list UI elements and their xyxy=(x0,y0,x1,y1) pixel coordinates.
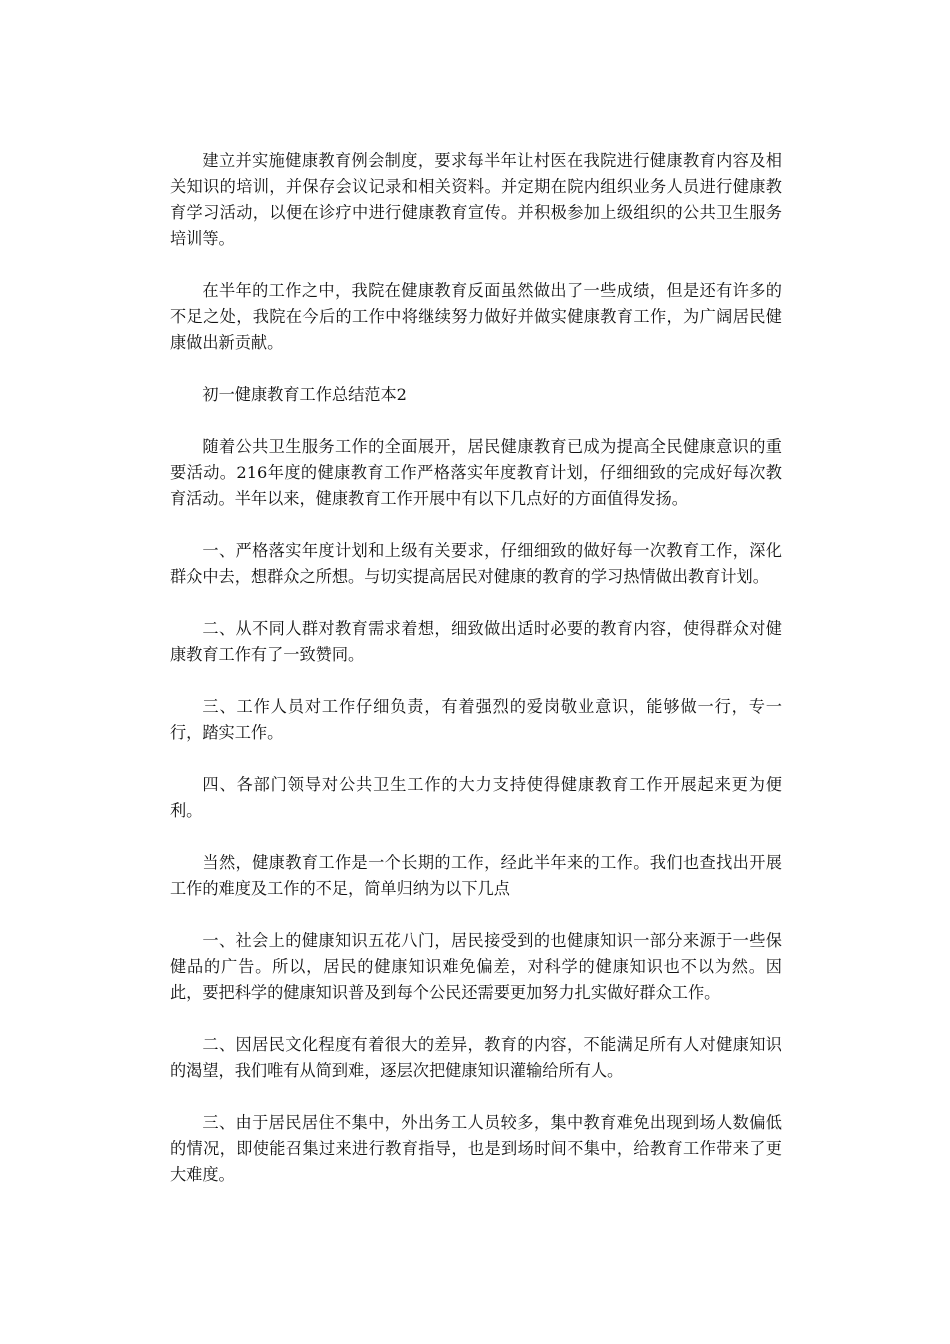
paragraph-strength-1: 一、严格落实年度计划和上级有关要求，仔细细致的做好每一次教育工作，深化群众中去，想群众之所想。与切实提高居民对健康的教育的学习热情做出教育计划。 xyxy=(170,541,782,586)
paragraph-strength-3: 三、工作人员对工作仔细负责，有着强烈的爱岗敬业意识，能够做一行，专一行，踏实工作。 xyxy=(170,697,782,742)
paragraph-strength-2: 二、从不同人群对教育需求着想，细致做出适时必要的教育内容，使得群众对健康教育工作有了一致赞同。 xyxy=(170,619,782,664)
paragraph-shortcoming-3: 三、由于居民居住不集中，外出务工人员较多，集中教育难免出现到场人数偏低的情况，即使能召集过来进行教育指导，也是到场时间不集中，给教育工作带来了更大难度。 xyxy=(170,1113,782,1184)
document-body xyxy=(170,148,782,1214)
paragraph-introduction: 随着公共卫生服务工作的全面展开，居民健康教育已成为提高全民健康意识的重要活动。216年度的健康教育工作严格落实年度教育计划，仔细细致的完成好每次教育活动。半年以来，健康教育工作开展中有以下几点好的方面值得发扬。 xyxy=(170,437,782,508)
paragraph-shortcoming-2: 二、因居民文化程度有着很大的差异，教育的内容，不能满足所有人对健康知识的渴望，我们唯有从简到难，逐层次把健康知识灌输给所有人。 xyxy=(170,1035,782,1080)
paragraph-strength-4: 四、各部门领导对公共卫生工作的大力支持使得健康教育工作开展起来更为便利。 xyxy=(170,775,782,820)
paragraph-meeting-system: 建立并实施健康教育例会制度，要求每半年让村医在我院进行健康教育内容及相关知识的培训，并保存会议记录和相关资料。并定期在院内组织业务人员进行健康教育学习活动，以便在诊疗中进行健康教育宣传。并积极参加上级组织的公共卫生服务培训等。 xyxy=(170,151,782,248)
paragraph-shortcoming-1: 一、社会上的健康知识五花八门，居民接受到的也健康知识一部分来源于一些保健品的广告。所以，居民的健康知识难免偏差，对科学的健康知识也不以为然。因此，要把科学的健康知识普及到每个公民还需要更加努力扎实做好群众工作。 xyxy=(170,931,782,1002)
paragraph-half-year-summary: 在半年的工作之中，我院在健康教育反面虽然做出了一些成绩，但是还有许多的不足之处，我院在今后的工作中将继续努力做好并做实健康教育工作，为广阔居民健康做出新贡献。 xyxy=(170,281,782,352)
paragraph-shortcomings-intro: 当然，健康教育工作是一个长期的工作，经此半年来的工作。我们也查找出开展工作的难度及工作的不足，简单归纳为以下几点 xyxy=(170,853,782,898)
section-title: 初一健康教育工作总结范本2 xyxy=(202,385,407,404)
